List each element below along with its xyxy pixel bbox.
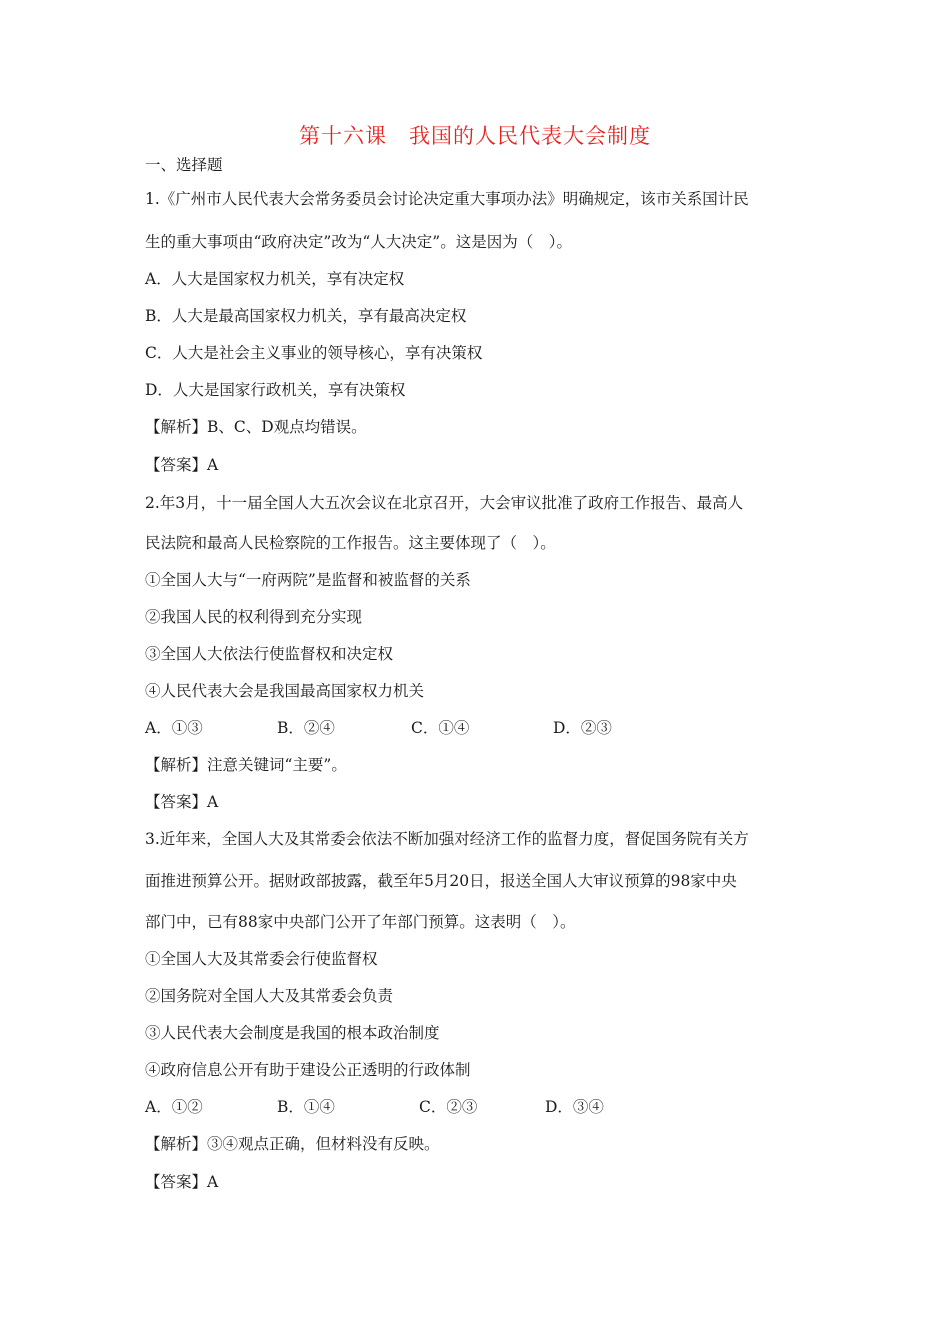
q2-answer: 【答案】A xyxy=(145,793,219,811)
page-title: 第十六课 我国的人民代表大会制度 xyxy=(299,124,651,148)
q1-option-a: A．人大是国家权力机关，享有决定权 xyxy=(145,270,405,288)
q1-analysis: 【解析】B、C、D观点均错误。 xyxy=(145,418,367,436)
q2-choice-b: B．②④ xyxy=(277,719,335,737)
q1-option-d: D．人大是国家行政机关，享有决策权 xyxy=(145,381,406,399)
q1-stem-line-2: 生的重大事项由“政府决定”改为“人大决定”。这是因为（ ）。 xyxy=(145,233,572,251)
q1-option-b: B．人大是最高国家权力机关，享有最高决定权 xyxy=(145,307,467,325)
q3-answer: 【答案】A xyxy=(145,1173,219,1191)
q2-choice-c: C．①④ xyxy=(411,719,470,737)
q3-stem-line-2: 面推进预算公开。据财政部披露，截至年5月20日，报送全国人大审议预算的98家中央 xyxy=(145,872,737,890)
q3-statement-3: ③人民代表大会制度是我国的根本政治制度 xyxy=(145,1024,440,1042)
q3-choice-c: C．②③ xyxy=(419,1098,478,1116)
q2-stem-line-1: 2.年3月，十一届全国人大五次会议在北京召开，大会审议批准了政府工作报告、最高人 xyxy=(145,494,744,512)
q2-choice-a: A．①③ xyxy=(145,719,203,737)
section-heading: 一、选择题 xyxy=(145,156,223,174)
q2-choice-d: D．②③ xyxy=(553,719,612,737)
q3-statement-4: ④政府信息公开有助于建设公正透明的行政体制 xyxy=(145,1061,471,1079)
q1-option-c: C．人大是社会主义事业的领导核心，享有决策权 xyxy=(145,344,483,362)
q3-analysis: 【解析】③④观点正确，但材料没有反映。 xyxy=(145,1135,440,1153)
q2-statement-2: ②我国人民的权利得到充分实现 xyxy=(145,608,363,626)
q2-statement-4: ④人民代表大会是我国最高国家权力机关 xyxy=(145,682,425,700)
q3-stem-line-1: 3.近年来，全国人大及其常委会依法不断加强对经济工作的监督力度，督促国务院有关方 xyxy=(145,830,749,848)
q1-stem-line-1: 1.《广州市人民代表大会常务委员会讨论决定重大事项办法》明确规定，该市关系国计民 xyxy=(145,190,749,208)
q3-stem-line-3: 部门中，已有88家中央部门公开了年部门预算。这表明（ ）。 xyxy=(145,913,576,931)
q3-choice-d: D．③④ xyxy=(545,1098,604,1116)
q3-statement-2: ②国务院对全国人大及其常委会负责 xyxy=(145,987,394,1005)
q3-choice-a: A．①② xyxy=(145,1098,203,1116)
q1-answer: 【答案】A xyxy=(145,456,219,474)
q2-statement-3: ③全国人大依法行使监督权和决定权 xyxy=(145,645,394,663)
q2-statement-1: ①全国人大与“一府两院”是监督和被监督的关系 xyxy=(145,571,471,589)
q2-analysis: 【解析】注意关键词“主要”。 xyxy=(145,756,347,774)
q3-choice-b: B．①④ xyxy=(277,1098,335,1116)
q2-stem-line-2: 民法院和最高人民检察院的工作报告。这主要体现了（ ）。 xyxy=(145,534,556,552)
q3-statement-1: ①全国人大及其常委会行使监督权 xyxy=(145,950,378,968)
